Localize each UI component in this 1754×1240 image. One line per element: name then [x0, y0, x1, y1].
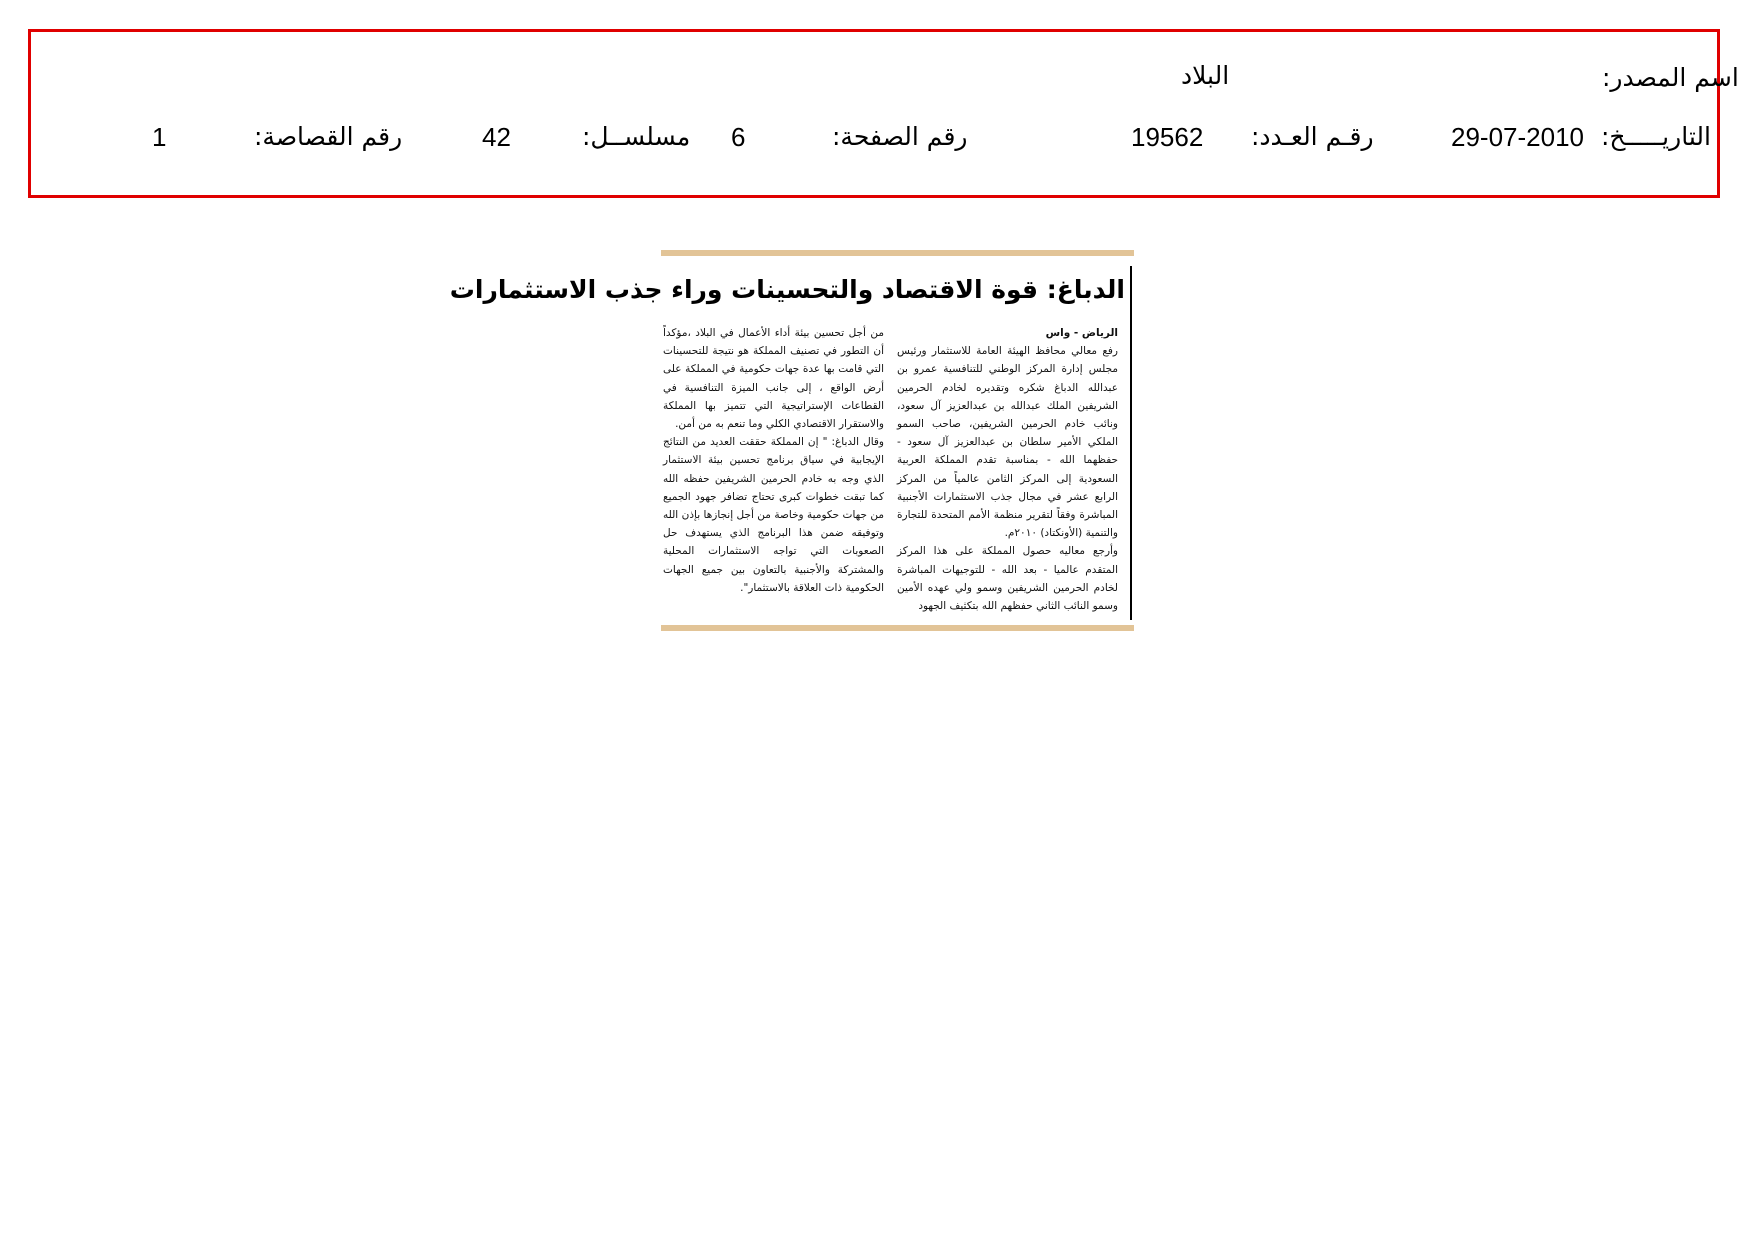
- date-label: التاريـــــخ:: [1601, 122, 1711, 151]
- page-value: 6: [731, 122, 746, 152]
- article-paragraph: وقال الدباغ: " إن المملكة حققت العديد من النتائج الإيجابية في سياق برنامج تحسين بيئة الاستثمار الذي وجه به خادم الحرمين الشريفين حفظه الله كما تبقت خطوات كبرى تحتاج تضافر جهود الجميع من جهات حكومية وخاصة من أجل إنجازها بإذن الله وتوفيقه ضمن هذا البرنامج الذي يستهدف حل الصعوبات التي تواجه الاستثمارات المحلية والمشتركة والأجنبية بالتعاون بين جميع الجهات الحكومية ذات العلاقة بالاستثمار".: [663, 436, 884, 594]
- serial-value: 42: [482, 122, 511, 152]
- clipping-bottom-rule: [661, 625, 1134, 631]
- source-label: اسم المصدر:: [1602, 63, 1739, 92]
- clipping-top-rule: [661, 250, 1134, 256]
- article-paragraph: وأرجع معاليه حصول المملكة على هذا المركز المتقدم عالميا - بعد الله - للتوجيهات المباشرة لخادم الحرمين الشريفين وسمو ولي عهده الأمين وسمو النائب الثاني حفظهم الله بتكثيف الجهود: [897, 545, 1118, 613]
- article-paragraph: من أجل تحسين بيئة أداء الأعمال في البلاد ،مؤكداً أن التطور في تصنيف المملكة هو نتيجة للتحسينات التي قامت بها عدة جهات حكومية في المملكة على أرض الواقع ، إلى جانب الميزة التنافسية في القطاعات الإستراتيجية التي تتميز بها المملكة والاستقرار الاقتصادي الكلي وما تنعم به من أمن.: [663, 327, 884, 431]
- article-column-left: [663, 324, 884, 597]
- article-dateline: الرياض - واس: [1045, 327, 1118, 339]
- clipping-info-box: [28, 29, 1739, 198]
- serial-label: مسلســل:: [582, 122, 691, 151]
- clipping-label: رقم القصاصة:: [254, 122, 403, 151]
- issue-value: 19562: [1131, 122, 1204, 152]
- article-column-right: [897, 324, 1118, 615]
- newspaper-clipping: [449, 250, 1134, 631]
- article-paragraph: رفع معالي محافظ الهيئة العامة للاستثمار ورئيس مجلس إدارة المركز الوطني للتنافسية عمرو بن عبدالله الدباغ شكره وتقديره لخادم الحرمين الشريفين الملك عبدالله بن عبدالعزيز آل سعود، ونائب خادم الحرمين الشريفين، صاحب السمو الملكي الأمير سلطان بن عبدالعزيز آل سعود - حفظهما الله - بمناسبة تقدم المملكة العربية السعودية إلى المركز الثامن عالمياً من المركز الرابع عشر في مجال جذب الاستثمارات الأجنبية المباشرة وفقاً لتقرير منظمة الأمم المتحدة للتجارة والتنمية (الأونكتاد) ٢٠١٠م.: [897, 345, 1118, 540]
- page-label: رقم الصفحة:: [832, 122, 968, 151]
- article-headline: الدباغ: قوة الاقتصاد والتحسينات وراء جذب الاستثمارات: [449, 275, 1125, 304]
- source-value: البلاد: [1181, 61, 1230, 90]
- date-value: 29-07-2010: [1451, 122, 1584, 152]
- clipping-value: 1: [152, 122, 167, 152]
- clipping-side-rule: [1130, 266, 1132, 620]
- issue-label: رقـم العـدد:: [1251, 122, 1374, 151]
